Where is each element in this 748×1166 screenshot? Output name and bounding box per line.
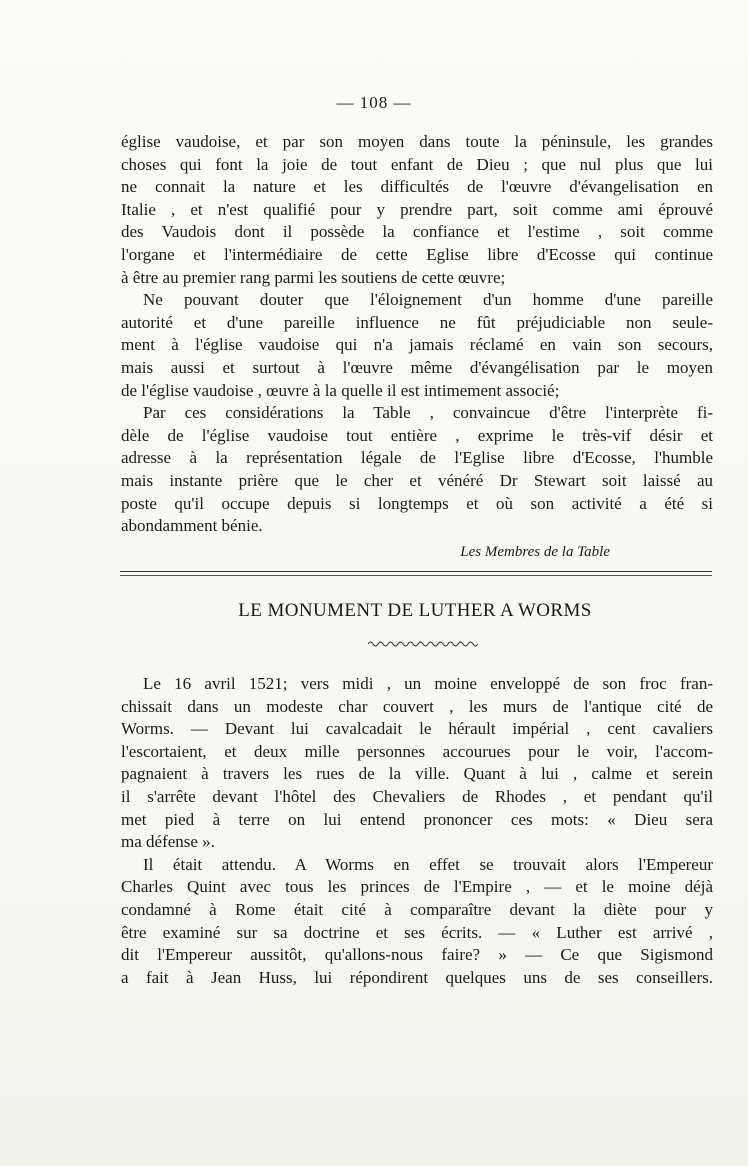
- text-line: choses qui font la joie de tout enfant de Dieu ; que nul plus que lui: [121, 154, 713, 174]
- text-line: Ne pouvant douter que l'éloignement d'un homme d'une pareille: [143, 290, 713, 310]
- text-line: de l'église vaudoise , œuvre à la quelle il est intimement associé;: [121, 380, 560, 400]
- text-line: dit l'Empereur aussitôt, qu'allons-nous faire? » — Ce que Sigismond: [121, 945, 713, 965]
- paragraph-5: [121, 854, 713, 990]
- wavy-ornament-icon: [368, 640, 478, 648]
- text-line: il s'arrête devant l'hôtel des Chevaliers de Rhodes , et pendant qu'il: [121, 786, 713, 806]
- text-line: à être au premier rang parmi les soutiens de cette œuvre;: [121, 267, 506, 287]
- text-line: dèle de l'église vaudoise tout entière , exprime le très-vif désir et: [121, 425, 713, 445]
- text-line: église vaudoise, et par son moyen dans toute la péninsule, les grandes: [121, 132, 713, 151]
- text-line: Il était attendu. A Worms en effet se trouvait alors l'Empereur: [143, 854, 713, 874]
- text-line: a fait à Jean Huss, lui répondirent quelques uns de ses conseillers.: [121, 967, 713, 987]
- upper-text-block: [121, 131, 713, 538]
- text-line: abondamment bénie.: [121, 516, 263, 536]
- paragraph-1: [121, 131, 713, 289]
- text-line: Le 16 avril 1521; vers midi , un moine enveloppé de son froc fran-: [143, 674, 713, 693]
- text-line: être examiné sur sa doctrine et ses écrits. — « Luther est arrivé ,: [121, 922, 713, 942]
- text-line: mais aussi et surtout à l'œuvre même d'évangélisation par le moyen: [121, 357, 713, 377]
- text-line: des Vaudois dont il possède la confiance et l'estime , soit comme: [121, 222, 713, 242]
- section-heading: LE MONUMENT DE LUTHER A WORMS: [238, 600, 592, 621]
- text-line: ment à l'église vaudoise qui n'a jamais réclamé en vain son secours,: [121, 335, 713, 355]
- text-line: condamné à Rome était cité à comparaître devant la diète pour y: [121, 899, 713, 919]
- paragraph-4: [121, 673, 713, 854]
- lower-text-block: [121, 673, 713, 989]
- text-line: Charles Quint avec tous les princes de l'Empire , — et le moine déjà: [121, 877, 713, 897]
- signature: Les Membres de la Table: [460, 544, 610, 560]
- text-line: poste qu'il occupe depuis si longtemps et où son activité a été si: [121, 493, 713, 513]
- text-line: l'escortaient, et deux mille personnes accourues pour le voir, l'accom-: [121, 741, 713, 761]
- paragraph-3: [121, 402, 713, 538]
- section-divider: [120, 571, 712, 576]
- page-number: — 108 —: [336, 93, 412, 112]
- paragraph-2: [121, 289, 713, 402]
- text-line: Italie , et n'est qualifié pour y prendre part, soit comme ami éprouvé: [121, 199, 713, 219]
- text-line: autorité et d'une pareille influence ne fût préjudiciable non seule-: [121, 312, 713, 332]
- text-line: chissait dans un modeste char couvert , les murs de l'antique cité de: [121, 696, 713, 716]
- text-line: l'organe et l'intermédiaire de cette Eglise libre d'Ecosse qui continue: [121, 244, 713, 264]
- text-line: adresse à la représentation légale de l'Eglise libre d'Ecosse, l'humble: [121, 448, 713, 468]
- text-line: ma défense ».: [121, 832, 215, 852]
- text-line: ne connait la nature et les difficultés de l'œuvre d'évangelisation en: [121, 177, 713, 197]
- text-line: pagnaient à travers les rues de la ville. Quant à lui , calme et serein: [121, 764, 713, 784]
- text-line: mais instante prière que le cher et vénéré Dr Stewart soit laissé au: [121, 470, 713, 490]
- text-line: Worms. — Devant lui cavalcadait le hérault impérial , cent cavaliers: [121, 719, 713, 739]
- text-line: Par ces considérations la Table , convaincue d'être l'interprète fi-: [143, 403, 713, 423]
- text-line: met pied à terre on lui entend prononcer ces mots: « Dieu sera: [121, 809, 713, 829]
